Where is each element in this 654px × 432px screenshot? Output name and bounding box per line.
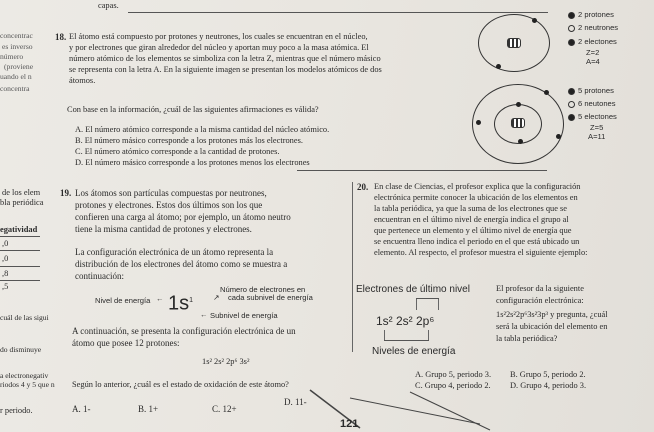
margin-line-5: uando el n: [0, 72, 32, 81]
q19-option-c: C. 12+: [212, 404, 237, 414]
margin-line-2: es inverso: [2, 42, 33, 51]
margin-word-5: a electronegativ: [0, 371, 49, 380]
q18-line-3: número atómico de los elementos se simboliza con la letra Z, mientras que el número másico: [69, 54, 381, 63]
q19-p3-line-1: A continuación, se presenta la configuración electrónica de un: [72, 326, 296, 336]
diagram-electrons-label-1: Número de electrones en: [220, 285, 306, 294]
q19-p1-line-1: Los átomos son partículas compuestas por neutrones,: [75, 188, 267, 198]
atom-1-electron-2: [496, 64, 501, 69]
margin-word-3: cuál de las sigui: [0, 313, 49, 322]
atom-2-z: Z=5: [590, 123, 604, 132]
margin-word-6: riodos 4 y 5 que n: [0, 380, 55, 389]
diagram-notation: $1s^1$: [168, 292, 194, 315]
q20-p2-line-5: la tabla periódica?: [496, 334, 558, 343]
atom-2-electron-2: [476, 120, 481, 125]
q18-option-b: B. El número másico corresponde a los protones más los electrones.: [75, 136, 303, 145]
atom-1-electrons: 2 electones: [568, 37, 617, 46]
q19-number: 19.: [60, 188, 72, 198]
margin-table-rule-3: [0, 280, 40, 281]
page-number: 121: [340, 418, 359, 430]
q18-line-4: se representa con la letra A. En la siguiente imagen se presentan los modelos atómicos de dos: [69, 65, 382, 74]
q20-line-5: que pertenece un elemento y el último nivel de energía que: [374, 226, 572, 235]
q20-number: 20.: [357, 182, 369, 192]
q18-question: Con base en la información, ¿cuál de las siguientes afirmaciones es válida?: [67, 105, 319, 114]
q18-option-d: D. El número másico corresponde a los protones menos los electrones: [75, 158, 310, 167]
margin-table-rule-1: [0, 250, 40, 251]
atom-1-electron-1: [532, 18, 537, 23]
q19-p1-line-3: confieren una carga al átomo; por ejemplo, un átomo neutro: [75, 212, 291, 222]
diagram-arrow-left: ←: [156, 294, 164, 303]
q18-option-c: C. El número atómico corresponde a la cantidad de protones.: [75, 147, 280, 156]
q19-option-d: D. 11-: [284, 397, 307, 407]
q20-option-d: D. Grupo 4, periodo 3.: [510, 381, 587, 390]
q19-p2-line-3: continuación:: [75, 271, 124, 281]
margin-table-rule-2: [0, 266, 40, 267]
top-rule: [128, 12, 548, 13]
q18-line-1: El átomo está compuesto por protones y neutrones, los cuales se encuentran en el núcleo,: [69, 32, 368, 41]
q20-line-4: encuentran en el último nivel de energía indica el grupo al: [374, 215, 569, 224]
atom-2-electron-5: [518, 139, 523, 144]
q19-config: 1s² 2s² 2p⁶ 3s²: [202, 357, 250, 366]
q18-line-2: y por electrones que giran alrededor del núcleo y aportan muy poco a la masa atómica. El: [69, 43, 369, 52]
margin-table-row-1: ,0: [2, 254, 9, 263]
margin-line-4: (proviene: [4, 62, 34, 71]
margin-word-4: do disminuye: [0, 345, 42, 354]
atom-2-neutrons: 6 neutones: [568, 99, 616, 108]
q20-diagram-bottom-label: Niveles de energía: [372, 346, 456, 357]
q20-bracket-3: [384, 330, 385, 340]
margin-line-3: número: [0, 52, 24, 61]
q19-option-a: A. 1-: [72, 404, 91, 414]
q19-p1-line-2: protones y electrones. Estos dos últimos son los que: [75, 200, 263, 210]
bottom-decoration: [290, 388, 510, 432]
atom-2-a: A=11: [588, 132, 606, 141]
q19-p3-line-2: átomo que posee 12 protones:: [72, 338, 180, 348]
atom-1-z: Z=2: [586, 48, 600, 57]
q20-line-1: En clase de Ciencias, el profesor explica que la configuración: [374, 182, 581, 191]
q20-p2-line-1: El profesor da la siguiente: [496, 284, 584, 293]
q20-bracket-2: [438, 298, 439, 310]
margin-word-2: bla periódica: [0, 198, 44, 207]
q20-bracket-1: [416, 298, 417, 310]
q20-line-7: elemento. Al respecto, el profesor muestra el siguiente ejemplo:: [374, 248, 588, 257]
q19-question: Según lo anterior, ¿cuál es el estado de oxidación de este átomo?: [72, 380, 289, 389]
q18-option-rule: [297, 170, 547, 171]
atom-2-nucleus: [511, 118, 525, 128]
q19-p2-line-1: La configuración electrónica de un átomo representa la: [75, 247, 274, 257]
margin-table-row-2: ,8: [2, 269, 9, 278]
q20-p2-line-2: configuración electrónica:: [496, 296, 584, 305]
atom-1-neutrons: 2 neutrones: [568, 23, 618, 32]
q20-option-c: C. Grupo 4, periodo 2.: [415, 381, 491, 390]
atom-2-protons: 5 protones: [568, 86, 614, 95]
atom-2-electrons: 5 electones: [568, 112, 617, 121]
atom-1-protons: 2 protones: [568, 10, 614, 19]
atom-2-electron-4: [516, 102, 521, 107]
margin-table-head: egatividad: [0, 225, 38, 234]
q19-p1-line-4: tiene la misma cantidad de protones y electrones.: [75, 224, 252, 234]
q18-number: 18.: [55, 32, 67, 42]
q20-bracket-4: [428, 330, 429, 340]
q20-bracket-bottom: [384, 340, 429, 341]
atom-2-electron-3: [556, 134, 561, 139]
q20-bracket-top: [416, 298, 439, 299]
margin-table-row-3: ,5: [2, 282, 9, 291]
q20-p2-line-3: 1s²2s²2p⁶3s²3p³ y pregunta, ¿cuál: [496, 310, 608, 319]
diagram-energy-level-label: Nivel de energía: [95, 296, 151, 305]
q20-diagram-top-label: Electrones de último nivel: [356, 284, 470, 295]
margin-table-row-0: ,0: [2, 239, 9, 248]
q18-line-5: átomos.: [69, 76, 96, 85]
margin-word-1: de los elem: [2, 188, 41, 197]
margin-line-6: concentra: [0, 84, 30, 93]
top-fragment: capas.: [98, 1, 119, 10]
q20-line-6: se encuentra lleno indica el periodo en el que está ubicado un: [374, 237, 580, 246]
column-divider: [352, 182, 353, 352]
q20-diagram-config: 1s² 2s² 2p⁶: [376, 314, 435, 328]
atom-1-a: A=4: [586, 57, 600, 66]
diagram-arrow-electrons: ↗: [213, 293, 220, 302]
q20-p2-line-4: será la ubicación del elemento en: [496, 322, 608, 331]
q18-option-a: A. El número atómico corresponde a la misma cantidad del núcleo atómico.: [75, 125, 330, 134]
diagram-sublevel-label: Subnivel de energía: [210, 311, 278, 320]
diagram-arrow-sublevel: ←: [200, 310, 208, 319]
q20-option-a: A. Grupo 5, periodo 3.: [415, 370, 492, 379]
q19-option-b: B. 1+: [138, 404, 159, 414]
q20-option-b: B. Grupo 5, periodo 2.: [510, 370, 586, 379]
q20-line-2: electrónica permite conocer la ubicación de los elementos en: [374, 193, 578, 202]
margin-word-7: r periodo.: [0, 406, 33, 415]
atom-2-electron-1: [544, 90, 549, 95]
diagram-electrons-label-2: cada subnivel de energía: [228, 293, 313, 302]
q19-p2-line-2: distribución de los electrones del átomo como se muestra a: [75, 259, 288, 269]
margin-table-rule-0: [0, 236, 40, 237]
atom-1-nucleus: [507, 38, 521, 48]
margin-line-1: concentrac: [0, 31, 33, 40]
q20-line-3: la tabla periódica, ya que la suma de los electrones que se: [374, 204, 568, 213]
